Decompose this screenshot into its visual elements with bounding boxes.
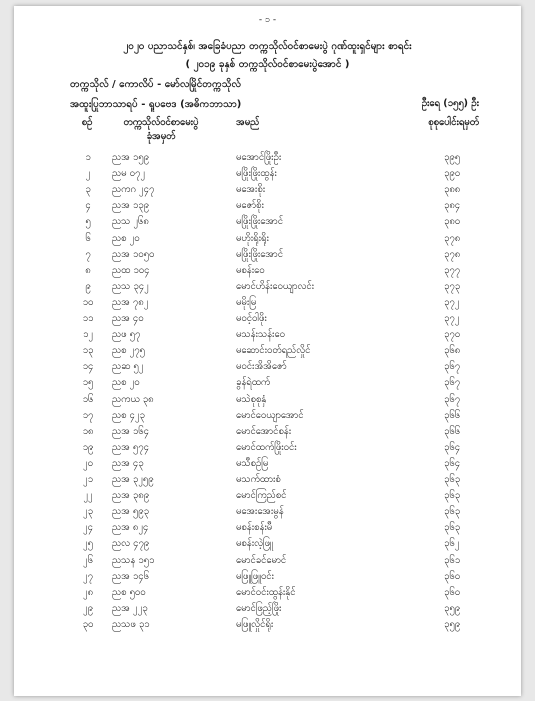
- total-marks: ၃၇၇: [444, 264, 461, 276]
- roll-number: ညမ ၀၇၂: [112, 168, 145, 180]
- row-number: ၃၀: [82, 618, 94, 630]
- table-row: [14, 440, 521, 456]
- table-row: [14, 617, 521, 633]
- student-name: မောင်ဝေယျာအောင်: [236, 409, 304, 421]
- roll-number: ညထ ၁၀၄: [112, 264, 150, 276]
- row-number: ၁၉: [82, 441, 94, 453]
- total-marks: ၃၆၇: [444, 377, 461, 389]
- student-name: မောင်ဖြည့်ဖြိုး: [236, 602, 282, 614]
- total-marks: ၃၆၂: [444, 538, 460, 550]
- column-header-roll-line1: တက္ကသိုလ်ဝင်စာမေးပွဲ: [123, 117, 199, 128]
- subject-line: အထူးပြုဘာသာရပ် - ရူပဗေဒ (အဓိကဘာသာ): [70, 99, 242, 110]
- roll-number: ညအ ၃၂၅၉: [112, 474, 154, 485]
- roll-number: ညစ ၂၀: [112, 377, 140, 389]
- student-name: မောင်အောင်စန်း: [236, 425, 292, 437]
- row-number: ၆: [85, 232, 91, 244]
- student-name: မစန်းစန်းမီ: [236, 522, 273, 534]
- table-row: [14, 359, 521, 375]
- table-row: [14, 295, 521, 311]
- roll-number: ညအ ၅၉၃: [112, 506, 149, 518]
- roll-number: ညအ ၂၂၃: [112, 602, 148, 614]
- roll-number: ညအ ၁၀၅၀: [112, 248, 155, 260]
- row-number: ၁၆: [82, 393, 94, 405]
- student-name: မဖြူလှိုင်ရိုး: [236, 618, 274, 630]
- document-page: [14, 6, 521, 696]
- row-number: ၁၇: [82, 409, 94, 421]
- row-number: ၂၂: [83, 490, 93, 502]
- row-number: ၄: [85, 200, 91, 212]
- table-row: [14, 327, 521, 343]
- roll-number: ညအ ၃၈၉: [112, 490, 150, 502]
- student-name: မစန်းဝေ: [236, 264, 265, 276]
- total-marks: ၃၆၀: [444, 586, 461, 598]
- row-number: ၂: [85, 168, 91, 180]
- roll-number: ညအ ၁၄၆: [112, 570, 149, 582]
- student-name: မသီစဉ်မြ: [236, 457, 269, 469]
- column-header-roll-line2: ခုံအမှတ်: [146, 131, 176, 142]
- table-row: [14, 585, 521, 601]
- roll-number: ညဆ ၅၂: [112, 361, 144, 373]
- university-line: တက္ကသိုလ် / ကောလိပ် - မော်လမြိုင်တက္ကသိုလ်: [70, 79, 241, 90]
- column-header-roll: [106, 116, 216, 144]
- total-marks: ၃၇၈: [444, 248, 461, 260]
- roll-number: ညသ ၂၆၈: [112, 216, 149, 228]
- table-row: [14, 263, 521, 279]
- table-row: [14, 231, 521, 247]
- total-marks: ၃၆၁: [444, 554, 461, 566]
- roll-number: ညစ ၄၂၃: [112, 409, 145, 421]
- student-name: မဝင်းအိအိဇော်: [236, 361, 287, 373]
- table-row: [14, 553, 521, 569]
- total-marks: ၃၆၇: [444, 393, 461, 405]
- total-marks: ၃၉၀: [444, 168, 461, 180]
- row-number: ၂၀: [82, 457, 93, 469]
- total-marks: ၃၇၀: [444, 329, 461, 341]
- student-name: မဖြူဖြူဝင်း: [236, 570, 274, 582]
- student-name: မအေးစိုး: [236, 184, 266, 196]
- table-row: [14, 424, 521, 440]
- student-name: မသက်ထားစံ: [236, 474, 281, 485]
- table-row: [14, 472, 521, 488]
- student-name: မောင်ဟိန်းဝေယျာလင်း: [236, 280, 315, 292]
- student-name: မဟိုးရိုးရိုး: [236, 232, 269, 244]
- total-marks: ၃၈၀: [444, 216, 461, 228]
- student-name: မသဲစုစုနှံ: [236, 393, 267, 405]
- table-row: [14, 375, 521, 391]
- student-name: မမိုးမြ: [236, 296, 257, 308]
- student-name: မအောင်ဖြိုးဦး: [236, 152, 282, 163]
- total-marks: ၃၆၄: [444, 441, 461, 453]
- roll-number: ညအ ၁၃၉: [112, 200, 149, 212]
- student-name: မဖြိုးဖြိုးအောင်: [236, 248, 283, 260]
- total-marks: ၃၆၃: [444, 522, 461, 534]
- total-marks: ၃၆၆: [444, 409, 461, 421]
- row-number: ၁၀: [82, 296, 94, 308]
- page-number: - ၁ -: [258, 15, 277, 25]
- total-marks: ၃၇၃: [444, 280, 461, 292]
- total-marks: ၃၆၄: [444, 457, 461, 469]
- table-row: [14, 456, 521, 472]
- total-marks: ၃၇၈: [444, 232, 461, 244]
- table-row: [14, 182, 521, 198]
- roll-number: ညစ ၂၇၅: [112, 345, 145, 357]
- row-number: ၉: [85, 280, 91, 292]
- row-number: ၈: [85, 264, 91, 276]
- total-marks: ၃၆၇: [444, 361, 461, 373]
- student-name: မဇော်စိုး: [236, 200, 264, 212]
- roll-number: ညအ ၈၂၄: [112, 522, 149, 534]
- column-header-marks: စုစုပေါင်းရမှတ်: [428, 117, 479, 128]
- student-name: မောင်ခင်မောင်: [236, 554, 287, 566]
- document-title: ၂၀၂၀ ပညာသင်နှစ်၊ အခြေခံပညာ တက္ကသိုလ်ဝင်စာမေးပွဲ ဂုဏ်ထူးရှင်များ စာရင်း: [123, 41, 412, 52]
- table-row: [14, 408, 521, 424]
- student-name: မဝင့်ဝါဖိုး: [236, 313, 267, 324]
- table-row: [14, 198, 521, 214]
- row-number: ၃: [85, 184, 91, 196]
- table-row: [14, 279, 521, 295]
- table-row: [14, 150, 521, 166]
- table-row: [14, 569, 521, 585]
- student-name: မစန်းလဲ့ဖြူ: [236, 538, 273, 550]
- table-row: [14, 343, 521, 359]
- total-marks: ၃၆၆: [444, 425, 461, 437]
- row-number: ၂၄: [82, 522, 93, 534]
- total-marks: ၃၅၉: [444, 618, 461, 630]
- table-row: [14, 247, 521, 263]
- total-count: ဦးရေ (၁၅၅) ဦး: [421, 98, 479, 109]
- column-header-no: စဉ်: [81, 117, 93, 128]
- table-row: [14, 536, 521, 552]
- roll-number: ညကဂ ၂၄၇: [112, 184, 155, 196]
- total-marks: ၃၈၄: [444, 200, 461, 212]
- row-number: ၂၆: [82, 554, 93, 566]
- roll-number: ညလ ၄၇၉: [112, 538, 150, 550]
- total-marks: ၃၆၀: [444, 570, 461, 582]
- total-marks: ၃၅၉: [444, 602, 461, 614]
- student-name: မောင်ဝင်းထွန်းနိုင်: [236, 586, 296, 598]
- table-row: [14, 520, 521, 536]
- total-marks: ၃၆၃: [444, 506, 461, 518]
- roll-number: ညစ ၂၀: [112, 232, 140, 244]
- roll-number: ညစ ၅၀၀: [112, 586, 146, 598]
- row-number: ၂၈: [82, 586, 94, 598]
- table-row: [14, 214, 521, 230]
- roll-number: ညအ ၄၃: [112, 457, 144, 469]
- row-number: ၂၉: [82, 602, 93, 614]
- student-name: မအေးအေးမွန်: [236, 506, 284, 518]
- row-number: ၁၄: [82, 361, 94, 373]
- table-row: [14, 166, 521, 182]
- row-number: ၁၂: [82, 329, 93, 341]
- table-row: [14, 488, 521, 504]
- row-number: ၁: [85, 152, 91, 163]
- row-number: ၂၅: [82, 538, 93, 550]
- row-number: ၁၁: [82, 313, 94, 324]
- student-name: မသန်းသန်းဝေ: [236, 329, 285, 341]
- roll-number: ညအ ၄၀: [112, 313, 144, 324]
- roll-number: ညအ ၁၅၉: [112, 152, 149, 163]
- student-name: မောင်ကြည်စင်: [236, 490, 287, 502]
- row-number: ၁၈: [82, 425, 94, 437]
- document-subtitle: ( ၂၀၁၉ ခုနှစ် တက္ကသိုလ်ဝင်စာမေးပွဲအောင် ): [185, 59, 350, 70]
- roll-number: ညဖ ၅၇: [112, 329, 141, 341]
- total-marks: ၃၆၃: [444, 490, 461, 502]
- row-number: ၅: [85, 216, 91, 228]
- row-number: ၂၃: [82, 506, 93, 518]
- total-marks: ၃၇၂: [444, 313, 460, 324]
- student-name: မဖြိုးဖြိုးထွန်း: [236, 168, 277, 180]
- total-marks: ၃၉၅: [444, 152, 461, 163]
- total-marks: ၃၆၃: [444, 474, 461, 485]
- row-number: ၁၅: [82, 377, 94, 389]
- student-name: မဖြိုးဖြိုးအောင်: [236, 216, 283, 228]
- roll-number: ညသဖ ၃၁: [112, 618, 150, 630]
- total-marks: ၃၇၂: [444, 296, 460, 308]
- row-number: ၁၃: [82, 345, 94, 357]
- row-number: ၇: [85, 248, 91, 260]
- roll-number: ညအ ၅၇၄: [112, 441, 149, 453]
- roll-number: ညအ ၇၈၂: [112, 296, 149, 308]
- roll-number: ညအ ၁၆၄: [112, 425, 149, 437]
- table-row: [14, 392, 521, 408]
- roll-number: ညသ ၃၄၂: [112, 280, 149, 292]
- column-header-name: အမည်: [236, 117, 260, 128]
- table-row: [14, 311, 521, 327]
- row-number: ၂၇: [82, 570, 93, 582]
- total-marks: ၃၆၈: [444, 345, 461, 357]
- total-marks: ၃၈၈: [444, 184, 461, 196]
- student-name: မောင်ထက်ဖြိုးဝင်း: [236, 441, 297, 453]
- row-number: ၂၁: [82, 474, 93, 485]
- student-name: ခွန်ရဲထက်: [236, 377, 271, 389]
- roll-number: ညကယ ၃၈: [112, 393, 154, 405]
- roll-number: ညသန ၁၅၁: [112, 554, 155, 566]
- student-name: မဆောင်းဝတ်ရည်လှိုင်: [236, 345, 311, 357]
- table-row: [14, 601, 521, 617]
- table-row: [14, 504, 521, 520]
